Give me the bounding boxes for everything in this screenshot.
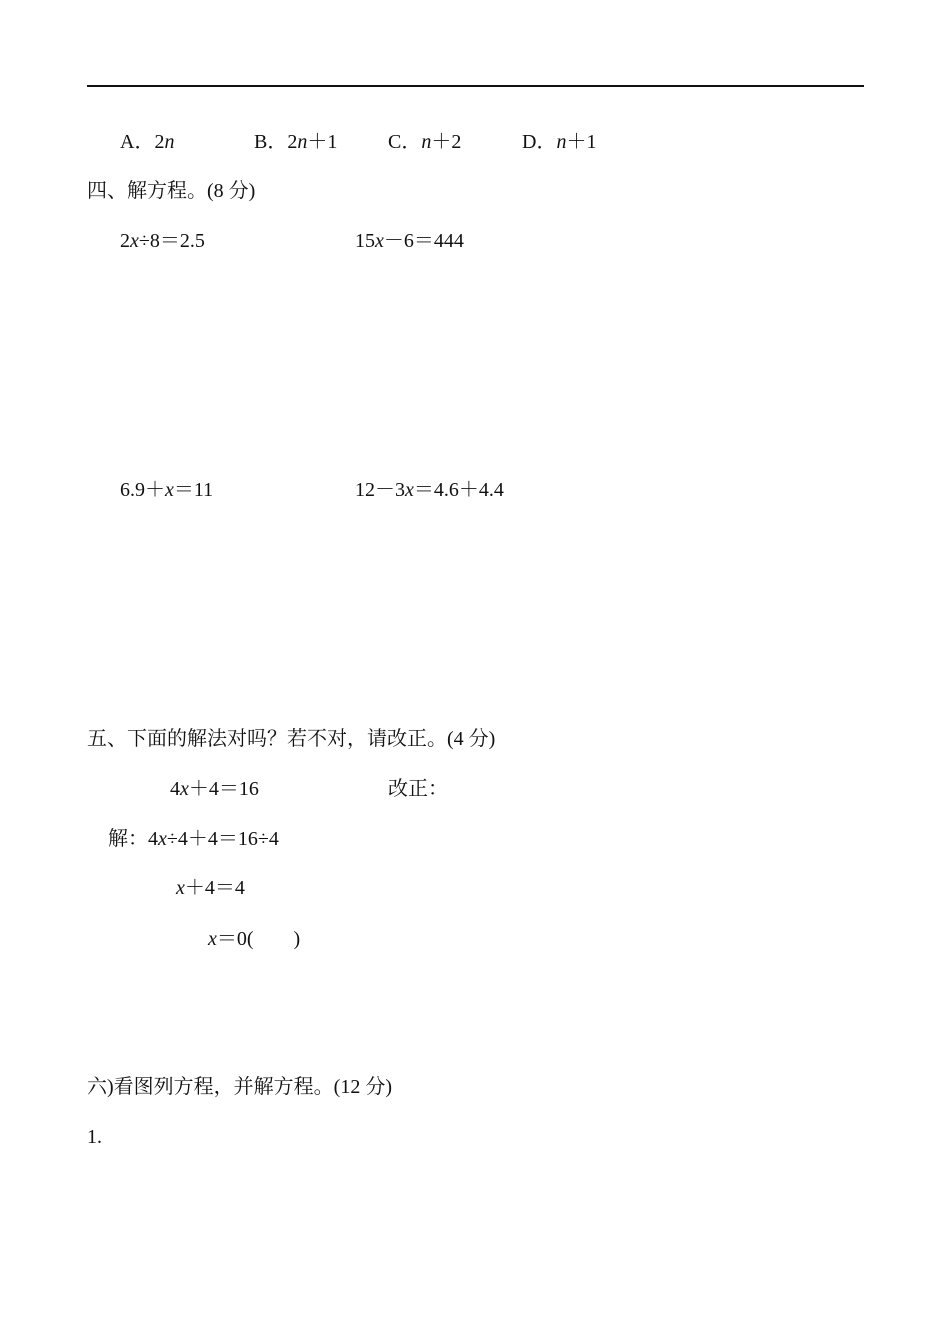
- solution-step-2: x＋4＝4: [176, 877, 245, 899]
- given-equation: 4x＋4＝16: [170, 778, 259, 800]
- solution-step-1: 解：4x÷4＋4＝16÷4: [108, 828, 279, 850]
- equation-1: 2x÷8＝2.5: [120, 230, 205, 252]
- header-rule: [87, 85, 864, 87]
- section4-heading: 四、解方程。(8 分): [87, 180, 256, 202]
- solution-step-3: x＝0( ): [208, 928, 301, 950]
- section6-heading: 六)看图列方程，并解方程。(12 分): [87, 1076, 392, 1098]
- item-1-label: 1.: [87, 1126, 102, 1148]
- equation-3: 6.9＋x＝11: [120, 479, 214, 501]
- section5-heading: 五、下面的解法对吗？若不对，请改正。(4 分): [87, 728, 496, 750]
- choice-a: A．2n: [120, 131, 175, 153]
- equation-2: 15x－6＝444: [355, 230, 464, 252]
- choice-b: B．2n＋1: [254, 131, 338, 153]
- equation-4: 12－3x＝4.6＋4.4: [355, 479, 504, 501]
- correction-label: 改正：: [388, 778, 448, 800]
- choice-c: C．n＋2: [388, 131, 462, 153]
- choice-d: D．n＋1: [522, 131, 597, 153]
